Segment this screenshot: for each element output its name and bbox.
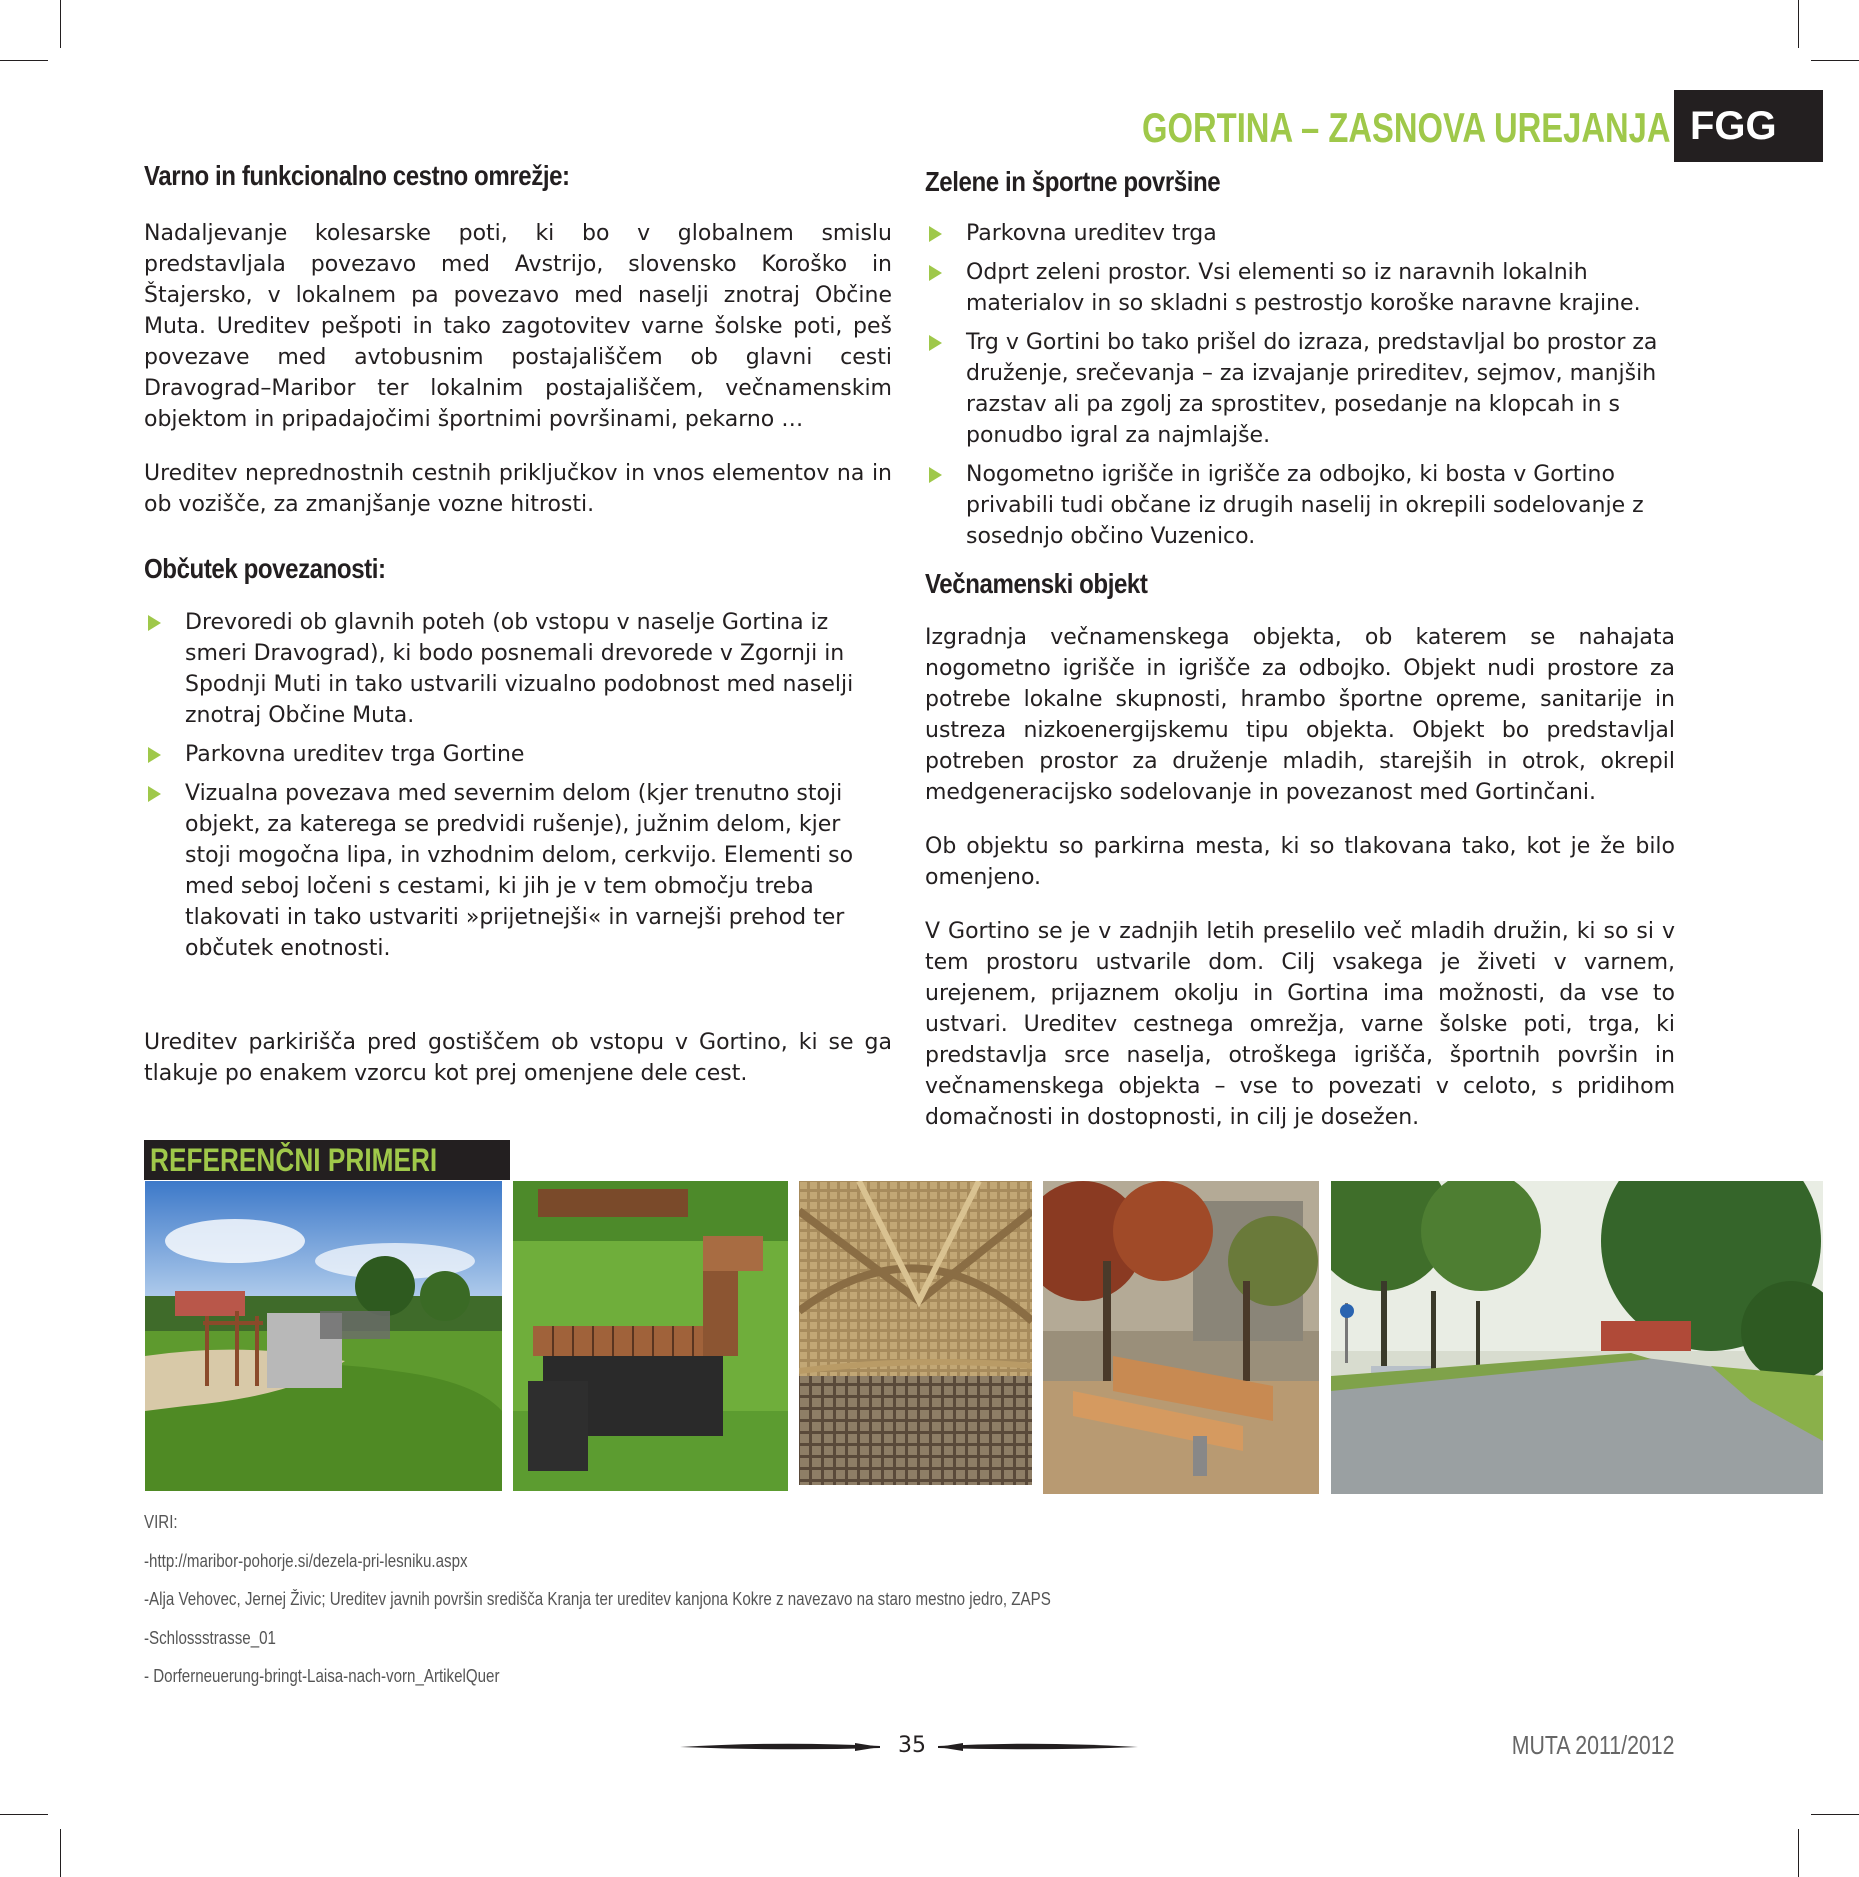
- section-heading: Zelene in športne površine: [925, 166, 1221, 197]
- page-number: 35: [898, 1733, 926, 1758]
- sources-heading: VIRI:: [144, 1512, 178, 1532]
- source-item: -http://maribor-pohorje.si/dezela-pri-lesniku.aspx: [144, 1550, 468, 1571]
- tree-lined-road-photo: [1331, 1181, 1823, 1494]
- list-item: Vizualna povezava med severnim delom (kjer trenutno stoji objekt, za katerega se predvidi rušenje), južnim delom, kjer stoji mogočna lipa, in vzhodnim delom, cerkvijo. Elementi so med seboj ločeni s cestami, ki jih je v tem območju treba tlakovati in tako ustvariti »prijetnejši« in varnejši prehod ter občutek enotnosti.: [144, 778, 892, 964]
- bullet-list: [144, 607, 892, 964]
- playground-photo: [145, 1181, 502, 1491]
- paragraph: V Gortino se je v zadnjih letih preselilo več mladih družin, ki so si v tem prostoru ustvarile dom. Cilj vsakega je živeti v varnem, urejenem, prijaznem okolju in Gortina ima možnosti, da vse to ustvari. Ureditev cestnega omrežja, varne šolske poti, trga, ki predstavlja srce naselja, otroškega igrišča, športnih površin in večnamenskega objekta – vse to povezati v celoto, s pridihom domačnosti in dostopnosti, in cilj je dosežen.: [925, 919, 1675, 1130]
- paragraph: Ob objektu so parkirna mesta, ki so tlakovana tako, kot je že bilo omenjeno.: [925, 834, 1675, 890]
- list-item: Odprt zeleni prostor. Vsi elementi so iz naravnih lokalnih materialov in so skladni s pestrostjo koroške naravne krajine.: [925, 257, 1675, 319]
- crop-mark: [1811, 60, 1859, 61]
- crop-mark: [0, 1814, 48, 1815]
- list-item: Trg v Gortini bo tako prišel do izraza, predstavljal bo prostor za druženje, srečevanja – za izvajanje prireditev, sejmov, manjših razstav ali pa zgolj za sprostitev, posedanje na klopcah in s ponudbo igral za najmlajše.: [925, 327, 1675, 451]
- paragraph: Ureditev neprednostnih cestnih priključkov in vnos elementov na in ob vozišče, za zmanjšanje vozne hitrosti.: [144, 461, 892, 517]
- triangle-bullet-icon: [148, 786, 161, 802]
- source-item: -Schlossstrasse_01: [144, 1627, 276, 1648]
- section-heading: Varno in funkcionalno cestno omrežje:: [144, 160, 570, 191]
- triangle-bullet-icon: [929, 226, 942, 242]
- list-item: Parkovna ureditev trga Gortine: [144, 739, 892, 770]
- paragraph: Nadaljevanje kolesarske poti, ki bo v globalnem smislu predstavljala povezavo med Avstrijo, slovensko Koroško in Štajersko, v lokalnem pa povezavo med naselji znotraj Občine Muta. Ureditev pešpoti in tako zagotovitev varne šolske poti, peš povezave med avtobusnim postajališčem ob glavni cesti Dravograd–Maribor ter lokalnim postajališčem, večnamenskim objektom in pripadajočimi športnimi površinami, pekarno …: [144, 221, 892, 432]
- crop-mark: [1811, 1814, 1859, 1815]
- triangle-bullet-icon: [929, 265, 942, 281]
- crop-mark: [60, 0, 61, 48]
- right-column: [925, 166, 1675, 1133]
- footer-ornament-right: [938, 1741, 1138, 1753]
- references-label: REFERENČNI PRIMERI: [144, 1140, 510, 1180]
- left-column: [144, 160, 892, 1089]
- footer-ornament-left: [680, 1741, 880, 1753]
- triangle-bullet-icon: [929, 335, 942, 351]
- list-item: Parkovna ureditev trga: [925, 218, 1675, 249]
- crop-mark: [1798, 1829, 1799, 1877]
- triangle-bullet-icon: [929, 467, 942, 483]
- section-heading: Večnamenski objekt: [925, 568, 1148, 599]
- page-header-title: GORTINA – ZASNOVA UREJANJA: [1142, 104, 1671, 151]
- bullet-list: [925, 218, 1675, 552]
- paragraph: Izgradnja večnamenskega objekta, ob katerem se nahajata nogometno igrišče in igrišče za odbojko. Objekt nudi prostore za potrebe lokalne skupnosti, hrambo športne opreme, sanitarije in ustreza nizkoenergijskemu tipu objekta. Objekt bo predstavljal potreben prostor za druženje mladih, starejših in otrok, okrepil medgeneracijsko sodelovanje in povezanost med Gortinčani.: [925, 625, 1675, 805]
- crop-mark: [60, 1829, 61, 1877]
- publication-name: MUTA 2011/2012: [1511, 1730, 1674, 1760]
- paving-pattern-photo: [799, 1181, 1032, 1485]
- triangle-bullet-icon: [148, 615, 161, 631]
- list-item: Nogometno igrišče in igrišče za odbojko, ki bosta v Gortino privabili tudi občane iz drugih naselij in okrepili sodelovanje z sosednjo občino Vuzenico.: [925, 459, 1675, 552]
- list-item: Drevoredi ob glavnih poteh (ob vstopu v naselje Gortina iz smeri Dravograd), ki bodo posnemali drevorede v Zgornji in Spodnji Muti in tako ustvarili vizualno podobnost med naselji znotraj Občine Muta.: [144, 607, 892, 731]
- section-heading: Občutek povezanosti:: [144, 553, 386, 584]
- bench-lawn-photo: [513, 1181, 788, 1491]
- crop-mark: [0, 60, 48, 61]
- crop-mark: [1798, 0, 1799, 48]
- sources-list: [144, 1503, 1224, 1696]
- header-badge: FGG: [1674, 90, 1823, 162]
- wooden-bench-photo: [1043, 1181, 1319, 1494]
- source-item: - Dorferneuerung-bringt-Laisa-nach-vorn_ArtikelQuer: [144, 1666, 500, 1686]
- triangle-bullet-icon: [148, 747, 161, 763]
- paragraph: Ureditev parkirišča pred gostiščem ob vstopu v Gortino, ki se ga tlakuje po enakem vzorcu kot prej omenjene dele cest.: [144, 1030, 892, 1086]
- source-item: -Alja Vehovec, Jernej Živic; Ureditev javnih površin središča Kranja ter ureditev kanjona Kokre z navezavo na staro mestno jedro, ZAPS: [144, 1589, 1051, 1609]
